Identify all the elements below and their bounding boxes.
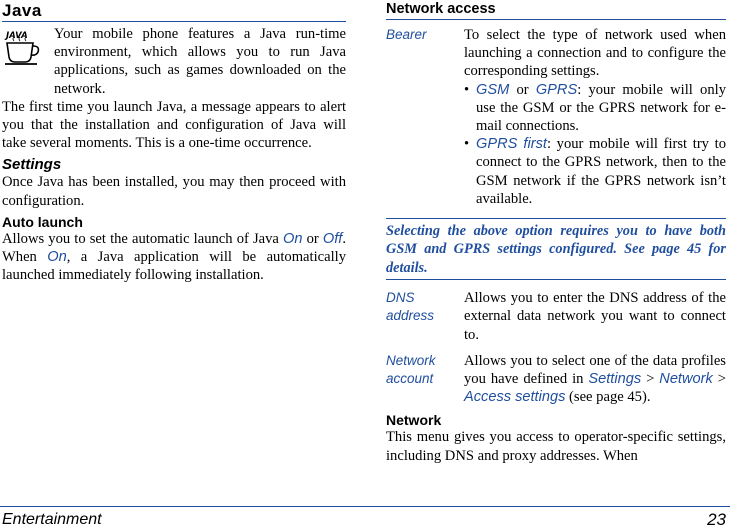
bearer-definition: [464, 26, 726, 208]
network-heading: Network: [386, 412, 442, 429]
page-number: 23: [707, 510, 726, 529]
network-account-row: [386, 352, 726, 407]
dns-row: [386, 289, 726, 344]
option-gprs: GPRS: [535, 81, 578, 98]
bullet-mark: •: [464, 136, 470, 153]
first-time-text: The first time you launch Java, a message appears to alert you that the installation and configuration of Java will take several moments. This is a one-time occurrence.: [2, 98, 346, 152]
left-column: [2, 0, 346, 284]
java-intro-block: [2, 25, 346, 98]
section-title-java: Java: [2, 1, 42, 20]
list-item: • GPRS first: your mobile will first try to connect to the GPRS network, then to the GSM network if the GPRS network isn’t available.: [464, 136, 726, 207]
section-title-network-access: Network access: [386, 1, 496, 17]
footer-rule: [0, 506, 730, 507]
note-rule-top: [386, 218, 726, 219]
menu-path-settings: Settings: [588, 371, 642, 388]
settings-heading: Settings: [2, 156, 62, 174]
option-gprs-first: GPRS first: [476, 136, 547, 153]
footer-section-name: Entertainment: [2, 511, 102, 528]
java-icon-label: JAVA: [6, 31, 28, 41]
menu-path-network: Network: [659, 371, 713, 388]
option-on: On: [283, 230, 303, 247]
option-on-2: On: [47, 249, 67, 266]
note-rule-bottom: [386, 279, 726, 280]
title-rule: [2, 21, 346, 22]
java-intro-text: Your mobile phone features a Java run-time environment, which allows you to run Java applications, such as games downloaded on the network.: [54, 26, 346, 97]
network-text: This menu gives you access to operator-specific settings, including DNS and proxy addresses. When: [386, 429, 726, 464]
option-gsm: GSM: [476, 81, 510, 98]
note-text: Selecting the above option requires you to have both GSM and GPRS settings configured. See page 45 for details.: [386, 223, 726, 276]
dns-definition: Allows you to enter the DNS address of the external data network you want to connect to.: [464, 290, 726, 343]
bearer-options-list: [464, 81, 726, 208]
bearer-row: [386, 26, 726, 208]
right-column: [386, 0, 726, 465]
option-off: Off: [322, 230, 343, 247]
settings-text: Once Java has been installed, you may then proceed with configuration.: [2, 174, 346, 209]
auto-launch-heading: Auto launch: [2, 213, 83, 230]
bearer-text: To select the type of network used when launching a connection and to configure the corresponding settings.: [464, 27, 726, 80]
java-cup-icon: [2, 29, 42, 67]
network-account-definition: Allows you to select one of the data profiles you have defined in Settings > Network > Access settings (see page 45).: [464, 352, 726, 406]
bullet-mark: •: [464, 81, 470, 98]
list-item: • GSM or GPRS: your mobile will only use the GSM or the GPRS network for e-mail connections.: [464, 81, 726, 135]
network-account-term: Network account: [386, 352, 436, 386]
auto-launch-text: Allows you to set the automatic launch of Java On or Off. When On, a Java application will be automatically launched immediately following installation.: [2, 230, 346, 284]
dns-term: DNS address: [386, 290, 435, 324]
network-access-rule: [386, 19, 726, 20]
menu-path-access-settings: Access settings: [464, 389, 566, 406]
bearer-term: Bearer: [386, 27, 427, 42]
